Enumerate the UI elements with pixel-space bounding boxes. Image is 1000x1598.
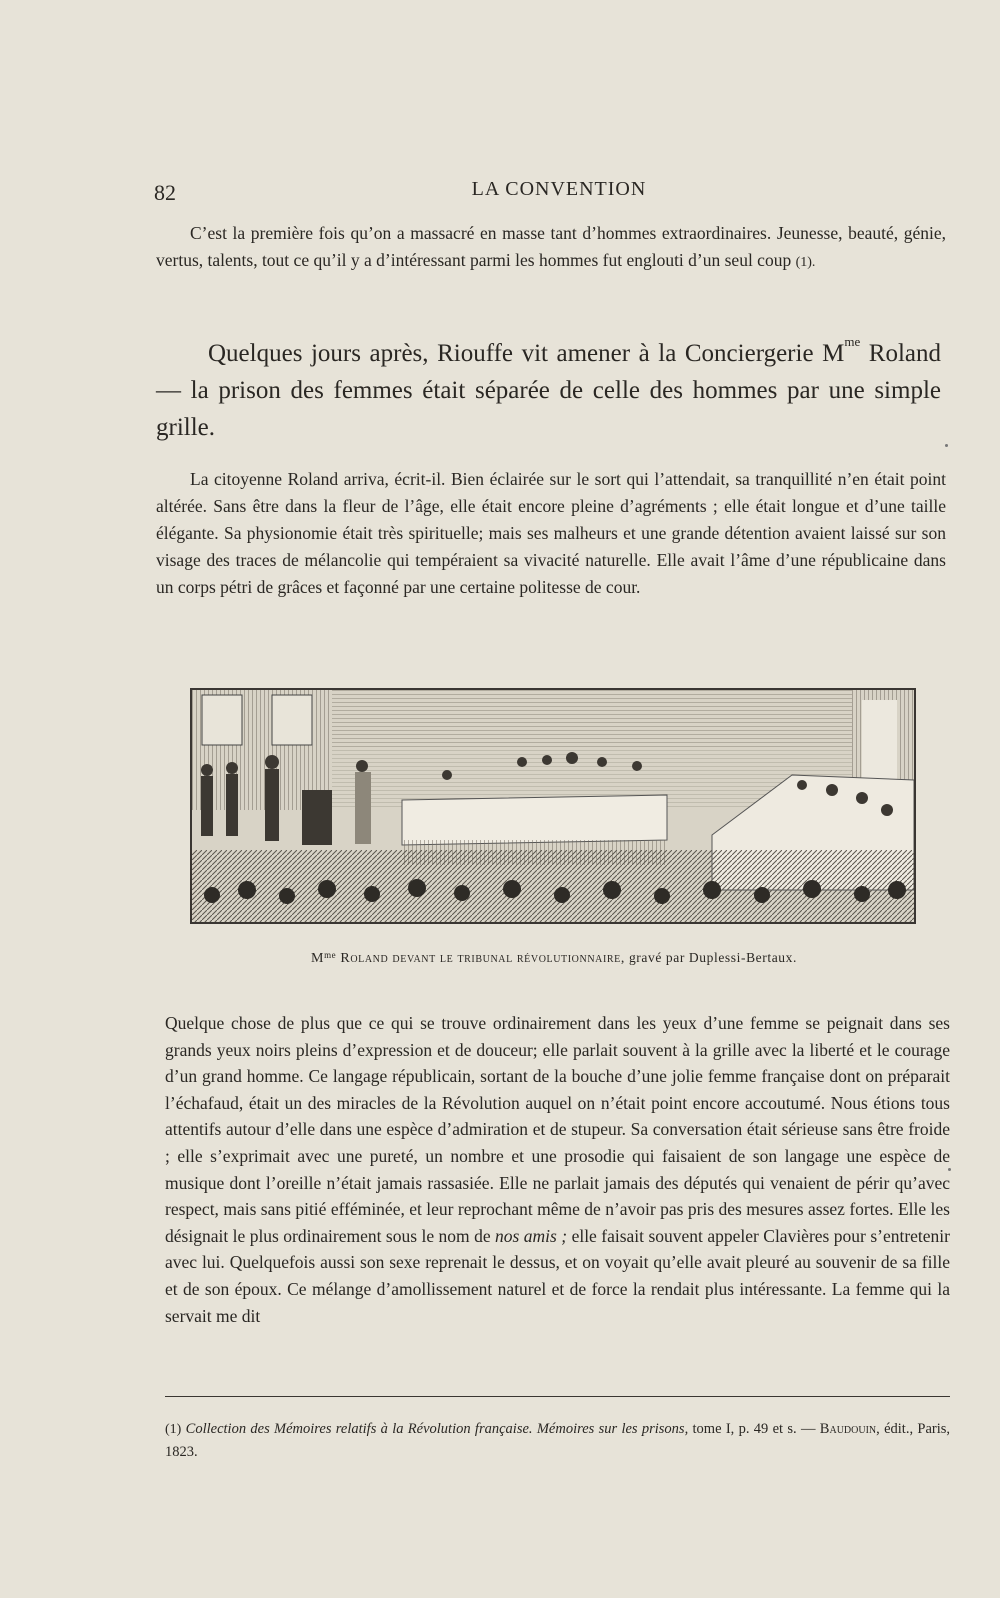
caption-credit: gravé par Duplessi-Bertaux. — [624, 950, 797, 965]
page-number: 82 — [154, 180, 176, 205]
footnote-text-2: , édit., Paris, 1823. — [165, 1421, 951, 1460]
body-text-1: Quelque chose de plus que ce qui se trouve ordinairement dans les yeux d’une femme se peignait dans ses grands yeux noirs pleins d’expression et de douceur; elle parlait souvent à la grille avec la liberté et le courage d’un grand homme. Ce langage républicain, sortant de la bouche d’une jolie femme française dont on préparait l’échafaud, était un des miracles de la Révolution auquel on n’était point encore accoutumé. Nous étions tous attentifs autour d’elle dans une espèce d’admiration et de stupeur. Sa conversation était sérieuse sans être froide ; elle s’exprimait avec une pureté, un nombre et une prosodie qui faisaient de son langage une espèce de musique dont l’oreille n’était jamais rassasiée. Elle ne parlait jamais des députés qui venaient de périr qu’avec respect, mais sans pitié efféminée, et leur reprochant même de n’avoir pas pris des mesures assez fortes. Elle les désignait le plus ordinairement sous le nom de — [165, 1013, 950, 1246]
paper-speck — [945, 444, 948, 447]
footnote-number: (1) — [165, 1422, 182, 1437]
quote-roland — [156, 466, 946, 601]
caption-title: Roland devant le tribunal révolutionnaire, — [336, 951, 625, 966]
lead-text-2: Roland — la prison des femmes était séparée de celle des hommes par une simple grille. — [156, 340, 941, 441]
running-title: LA CONVENTION — [471, 178, 647, 200]
footnote-publisher: Baudouin — [819, 1421, 877, 1437]
engraving-image — [192, 690, 914, 922]
caption-m: M — [311, 951, 325, 966]
figure-caption — [154, 950, 954, 967]
footnote — [165, 1418, 950, 1463]
caption-superscript: me — [324, 950, 337, 960]
paper-speck — [948, 1168, 951, 1171]
engraving-illustration — [190, 688, 916, 924]
body-text-2: elle faisait souvent appeler Clavières pour s’entretenir avec lui. Quelquefois aussi son sexe reprenait le dessus, et on voyait qu’elle avait pleuré au souvenir de sa fille et de son époux. Ce mélange d’amollissement naturel et de force la rendait plus intéressante. La femme qui la servait me dit — [165, 1225, 950, 1326]
footnote-reference: (1). — [795, 255, 816, 270]
body-paragraph — [165, 1010, 950, 1329]
footnote-rule — [165, 1396, 950, 1397]
quote-roland-text: La citoyenne Roland arriva, écrit-il. Bien éclairée sur le sort qui l’attendait, sa tranquillité n’en était point altérée. Sans être dans la fleur de l’âge, elle était encore pleine d’agréments ; elle était longue et d’une taille élégante. Sa physionomie était très spirituelle; mais ses malheurs et une grande détention avaient laissé sur son visage des traces de mélancolie qui tempéraient sa vivacité naturelle. Elle avait l’âme d’une républicaine dans un corps pétri de grâces et façonné par une certaine politesse de cour. — [156, 469, 946, 597]
lead-paragraph — [156, 335, 941, 446]
body-italic: nos amis ; — [495, 1225, 568, 1246]
quote-massacre — [156, 220, 946, 276]
footnote-italic: Collection des Mémoires relatifs à la Révolution française. Mémoires sur les prisons, — [185, 1421, 689, 1437]
footnote-text-1: tome I, p. 49 et s. — — [688, 1421, 820, 1437]
lead-text-1: Quelques jours après, Riouffe vit amener à la Conciergerie M — [208, 340, 845, 367]
lead-superscript: me — [844, 334, 861, 349]
quote-massacre-text: C’est la première fois qu’on a massacré en masse tant d’hommes extraordinaires. Jeunesse, beauté, génie, vertus, talents, tout ce qu’il y a d’intéressant parmi les hommes fut englouti d’un seul coup — [156, 223, 946, 270]
running-head — [154, 178, 954, 208]
